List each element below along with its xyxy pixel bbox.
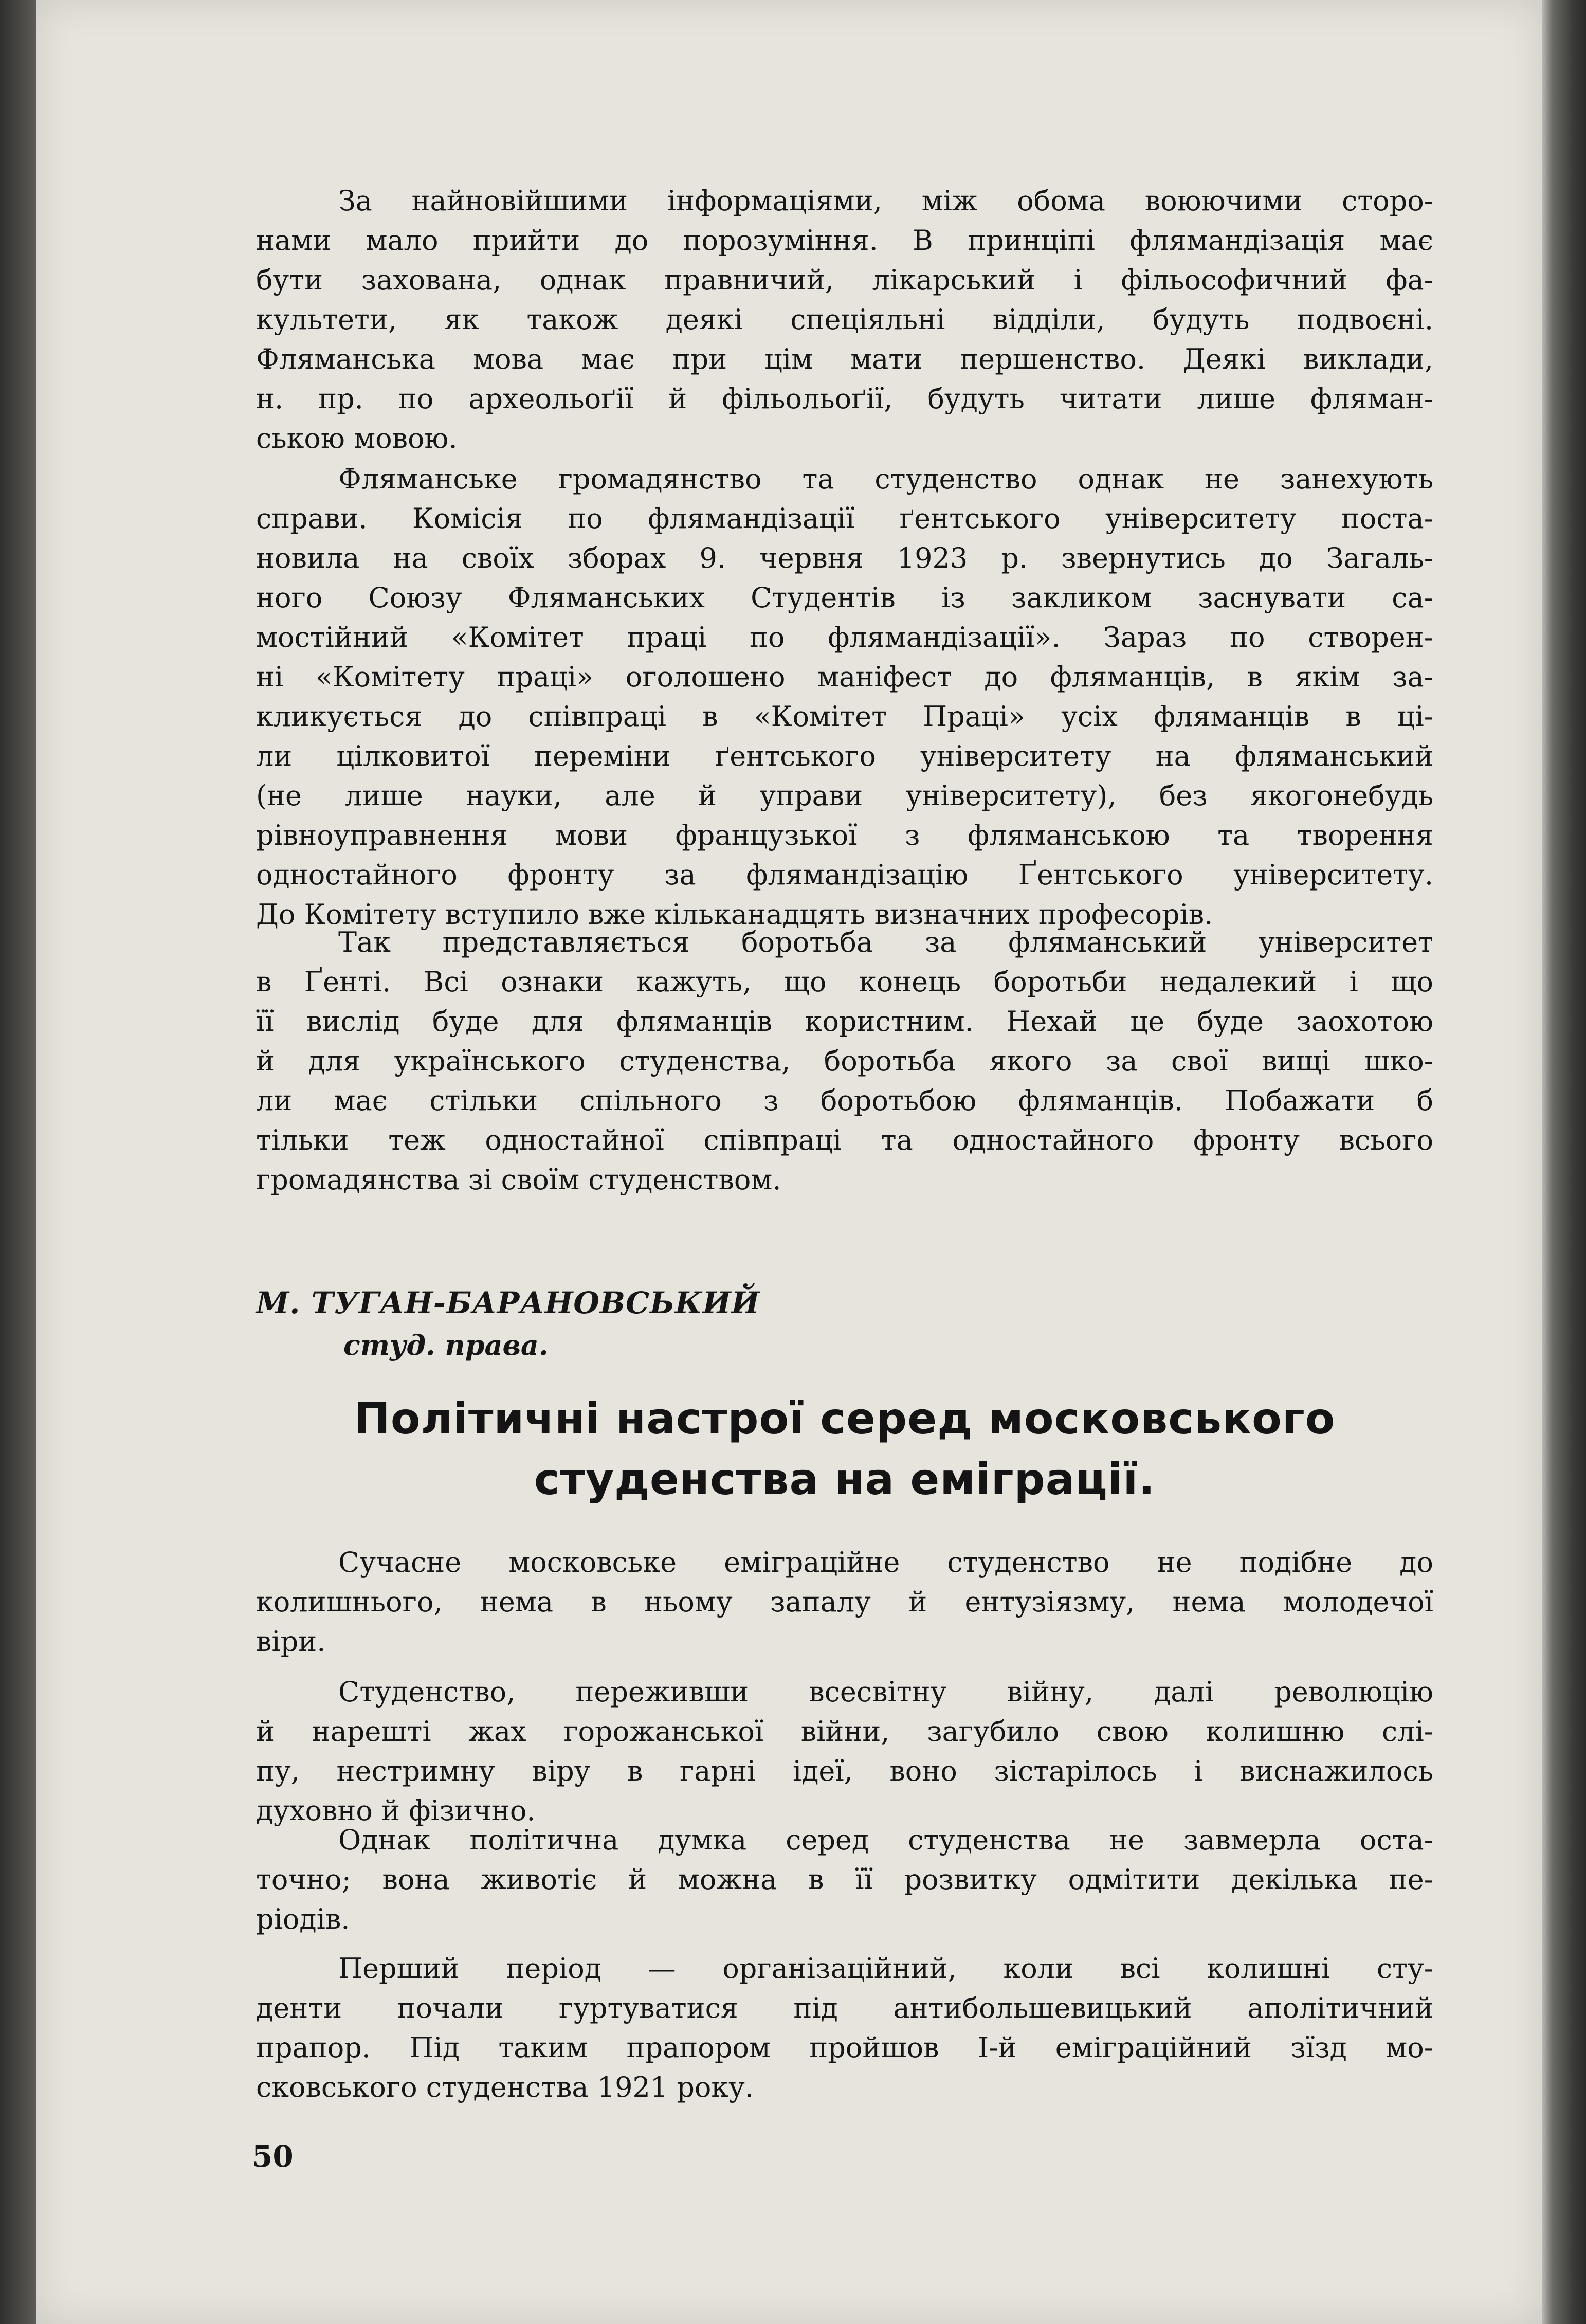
text-line: ні «Комітету праці» оголошено маніфест до фляманців, в якім за- bbox=[256, 661, 1433, 693]
text-line: колишнього, нема в ньому запалу й ентузіязму, нема молодечої bbox=[256, 1586, 1433, 1618]
text-line: сковського студенства 1921 року. bbox=[256, 2071, 754, 2103]
text-line: Так представляється боротьба за фляманський університет bbox=[338, 926, 1433, 958]
text-line: прапор. Під таким прапором пройшов І-й еміграційний зїзд мо- bbox=[256, 2031, 1433, 2064]
text-line: Перший період — організаційний, коли всі колишні сту- bbox=[338, 1952, 1433, 1985]
article-title-line-2: студенства на еміграції. bbox=[534, 1454, 1156, 1504]
text-line: Однак політична думка серед студенства не завмерла оста- bbox=[338, 1824, 1433, 1856]
text-line: Фляманська мова має при цім мати першенство. Деякі виклади, bbox=[256, 343, 1433, 375]
text-line: в Ґенті. Всі ознаки кажуть, що конець боротьби недалекий і що bbox=[256, 966, 1433, 998]
article-title bbox=[256, 1388, 1433, 1510]
text-line: її вислід буде для фляманців користним. Нехай це буде заохотою bbox=[256, 1005, 1433, 1038]
text-line: й для українського студенства, боротьба якого за свої вищі шко- bbox=[256, 1045, 1433, 1077]
page-number: 50 bbox=[252, 2139, 294, 2174]
text-line: Сучасне московське еміграційне студенство не подібне до bbox=[338, 1546, 1433, 1578]
text-line: (не лише науки, але й управи університету), без якогонебудь bbox=[256, 779, 1433, 812]
scan-right-edge bbox=[1542, 0, 1586, 2324]
text-line: культети, як також деякі спеціяльні відділи, будуть подвоєні. bbox=[256, 303, 1433, 336]
text-line: рівноуправнення мови французької з фляманською та творення bbox=[256, 819, 1433, 851]
scan-left-edge bbox=[0, 0, 36, 2324]
text-line: точно; вона животіє й можна в її розвитку одмітити декілька пе- bbox=[256, 1863, 1433, 1896]
text-line: н. пр. по археольоґії й фільольоґії, будуть читати лише фляман- bbox=[256, 383, 1433, 415]
article-title-line-1: Політичні настрої серед московського bbox=[354, 1393, 1336, 1444]
text-line: новила на своїх зборах 9. червня 1923 р. звернутись до Загаль- bbox=[256, 542, 1433, 574]
text-line: нами мало прийти до порозуміння. В принціпі флямандізація має bbox=[256, 224, 1433, 257]
text-line: За найновійшими інформаціями, між обома воюючими сторо- bbox=[338, 185, 1433, 217]
paragraph-4 bbox=[256, 1542, 1433, 1661]
text-line: денти почали гуртуватися під антибольшевицький аполітичний bbox=[256, 1992, 1433, 2024]
text-line: ли має стільки спільного з боротьбою фляманців. Побажати б bbox=[256, 1084, 1433, 1117]
paragraph-1 bbox=[256, 181, 1433, 458]
text-line: одностайного фронту за флямандізацію Ґентського університету. bbox=[256, 859, 1433, 891]
text-line: тільки теж одностайної співпраці та одностайного фронту всього bbox=[256, 1124, 1433, 1156]
article-author: М. ТУГАН-БАРАНОВСЬКИЙ bbox=[256, 1285, 760, 1320]
text-line: віри. bbox=[256, 1625, 326, 1658]
text-line: духовно й фізично. bbox=[256, 1794, 536, 1827]
paragraph-2 bbox=[256, 459, 1433, 934]
text-line: ного Союзу Фляманських Студентів із закликом заснувати са- bbox=[256, 582, 1433, 614]
author-role: студ. права. bbox=[343, 1329, 549, 1361]
text-line: Студенство, переживши всесвітну війну, далі революцію bbox=[338, 1676, 1433, 1708]
paragraph-7 bbox=[256, 1949, 1433, 2107]
text-line: громадянства зі своїм студенством. bbox=[256, 1164, 781, 1196]
text-line: ли цілковитої переміни ґентського університету на фляманський bbox=[256, 740, 1433, 772]
paragraph-3 bbox=[256, 922, 1433, 1200]
text-line: ріодів. bbox=[256, 1903, 350, 1935]
text-line: мостійний «Комітет праці по флямандізації». Зараз по створен- bbox=[256, 621, 1433, 653]
text-line: ською мовою. bbox=[256, 422, 458, 455]
paragraph-5 bbox=[256, 1672, 1433, 1830]
paragraph-6 bbox=[256, 1820, 1433, 1939]
text-line: кликується до співпраці в «Комітет Праці» усіх фляманців в ці- bbox=[256, 700, 1433, 733]
text-line: До Комітету вступило вже кільканадцять визначних професорів. bbox=[256, 898, 1213, 931]
text-line: пу, нестримну віру в гарні ідеї, воно зістарілось і виснажилось bbox=[256, 1755, 1433, 1787]
text-line: справи. Комісія по флямандізації ґентського університету поста- bbox=[256, 502, 1433, 535]
text-line: бути захована, однак правничий, лікарський і фільософичний фа- bbox=[256, 264, 1433, 296]
text-line: Фляманське громадянство та студенство однак не занехують bbox=[338, 463, 1433, 495]
text-line: й нарешті жах горожанської війни, загубило свою колишню слі- bbox=[256, 1715, 1433, 1748]
